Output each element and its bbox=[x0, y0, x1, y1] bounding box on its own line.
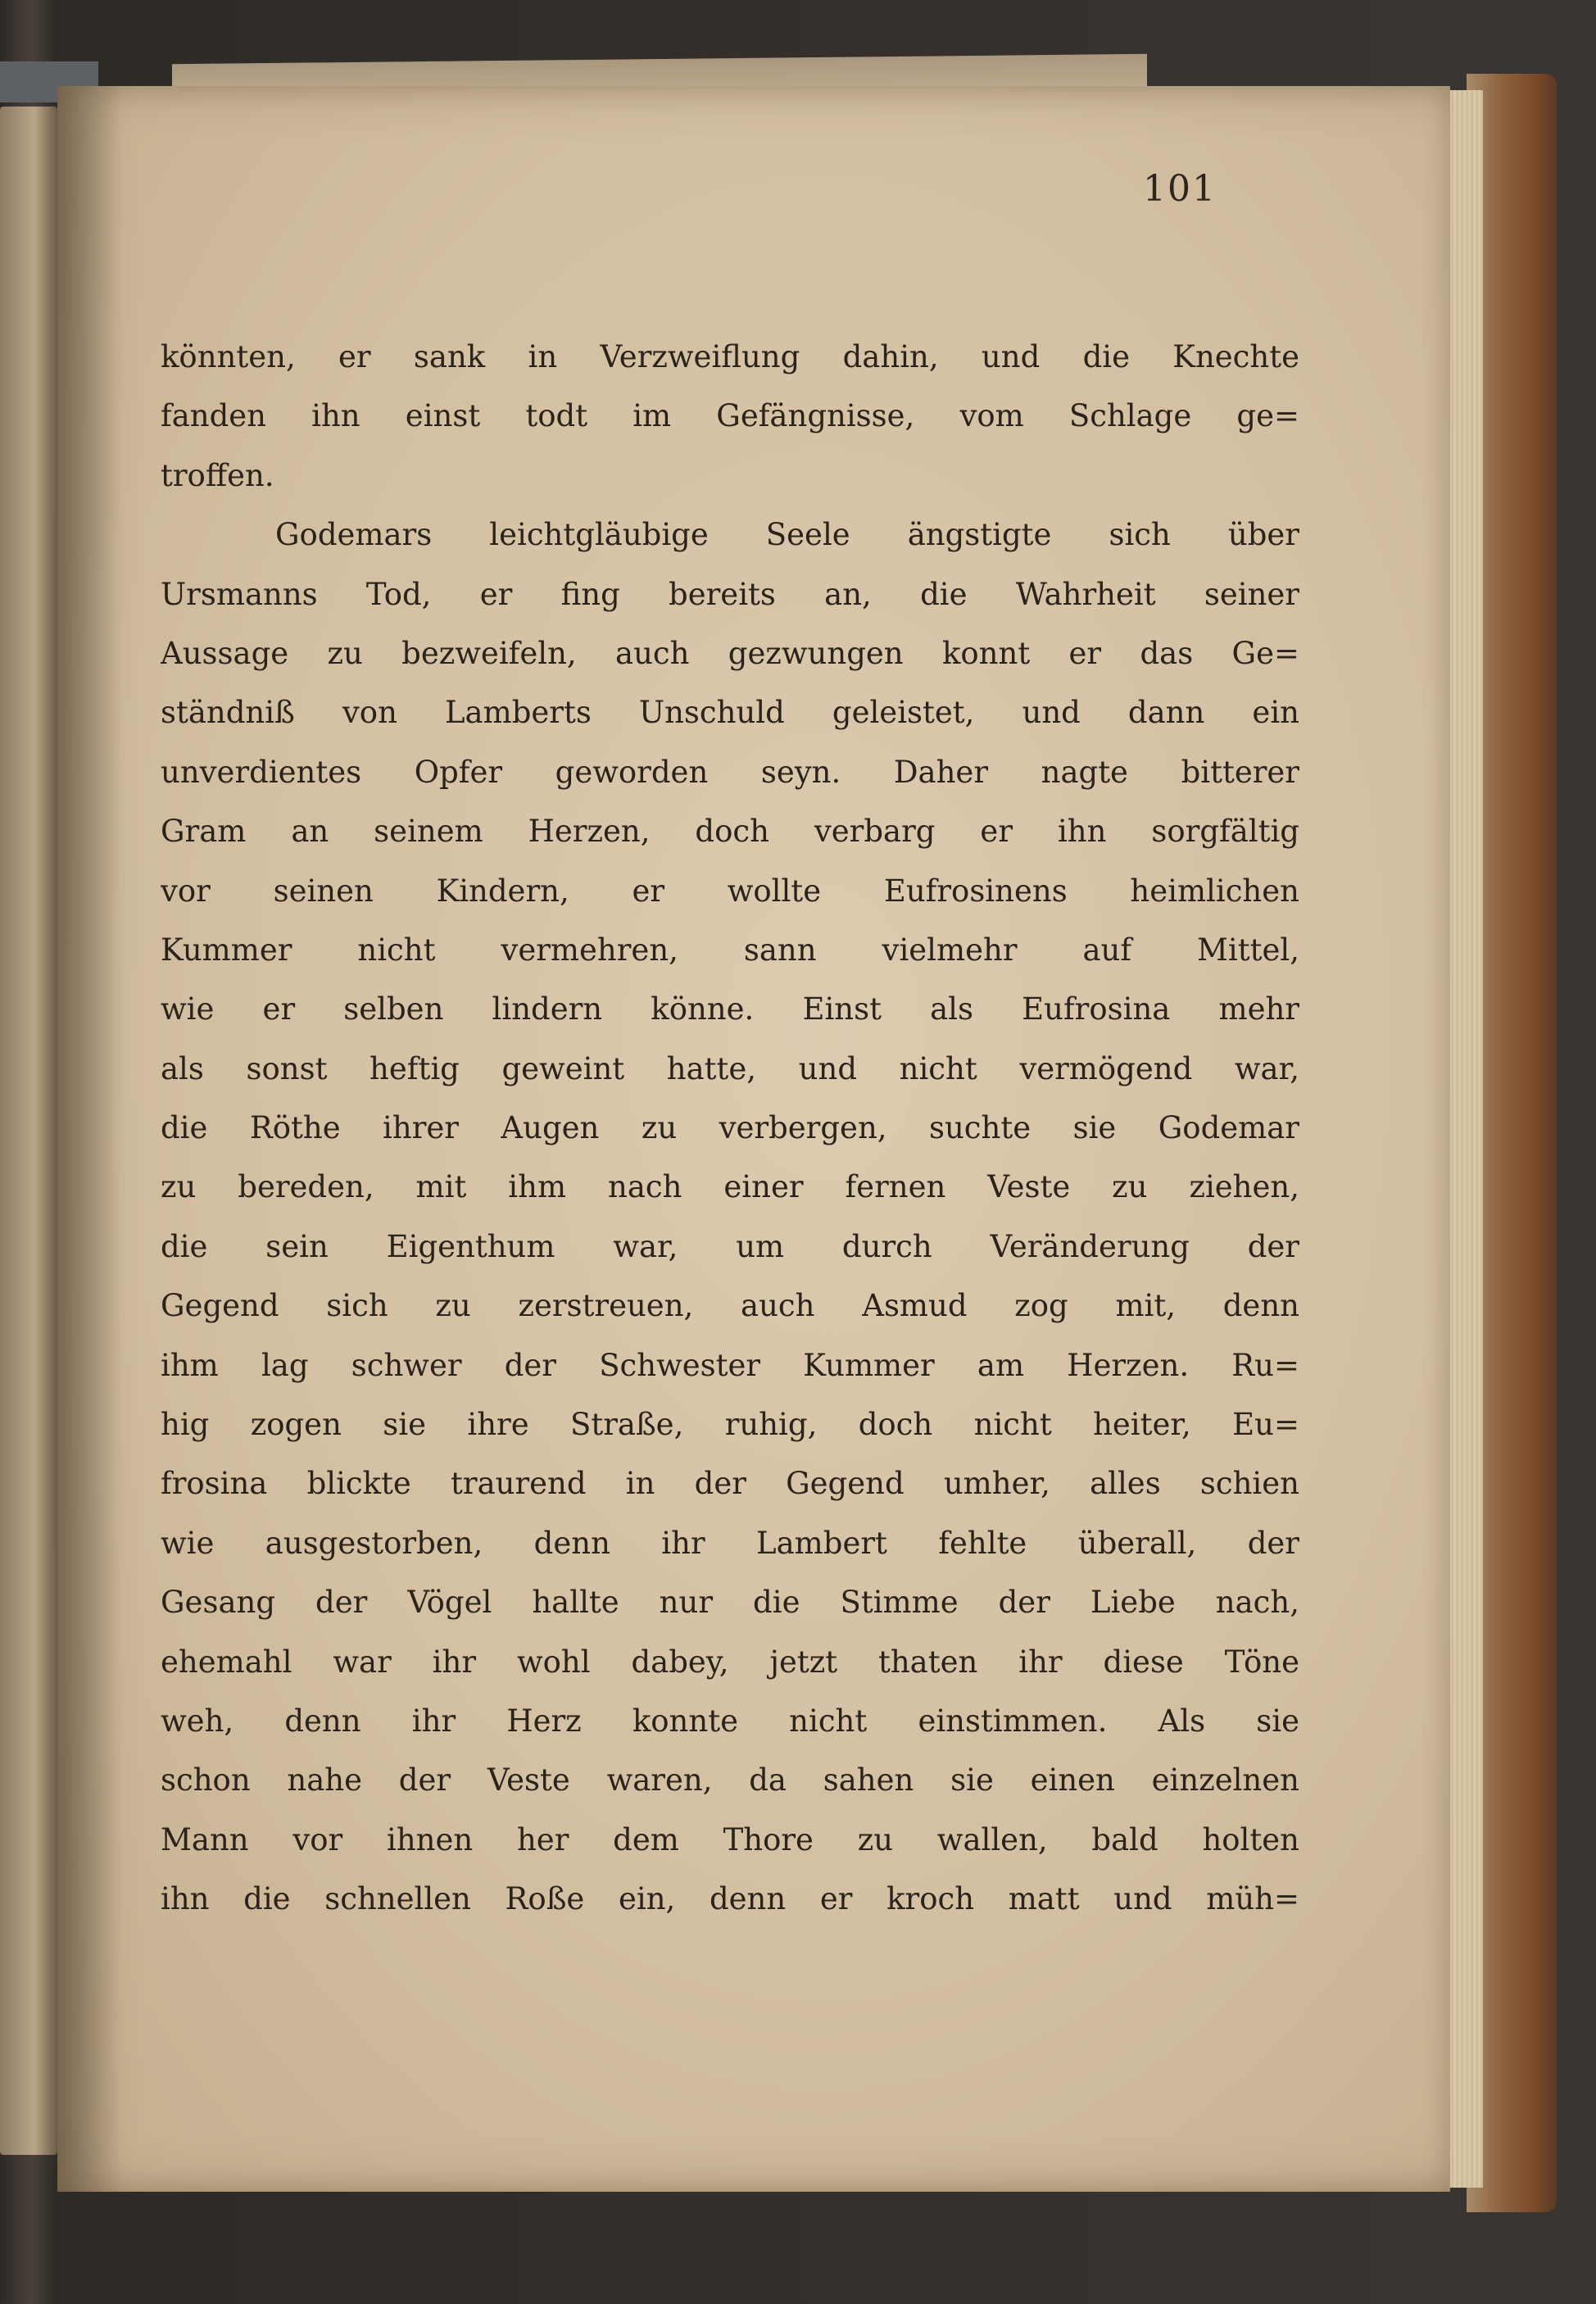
page-number: 101 bbox=[1143, 168, 1217, 210]
text-line: ihn die schnellen Roße ein, denn er kroch matt und müh= bbox=[161, 1881, 1299, 1917]
text-line: troffen. bbox=[161, 457, 274, 493]
text-line: Ursmanns Tod, er fing bereits an, die Wahrheit seiner bbox=[161, 576, 1299, 612]
text-line: Gram an seinem Herzen, doch verbarg er ihn sorgfältig bbox=[161, 814, 1299, 850]
text-line: ehemahl war ihr wohl dabey, jetzt thaten ihr diese Töne bbox=[161, 1644, 1299, 1680]
page-text bbox=[161, 328, 1299, 1930]
text-line: die sein Eigenthum war, um durch Veränderung der bbox=[161, 1228, 1299, 1264]
text-line: Mann vor ihnen her dem Thore zu wallen, bald holten bbox=[161, 1821, 1299, 1857]
text-line: weh, denn ihr Herz konnte nicht einstimmen. Als sie bbox=[161, 1703, 1299, 1739]
text-line: Gesang der Vögel hallte nur die Stimme der Liebe nach, bbox=[161, 1585, 1299, 1621]
text-line: hig zogen sie ihre Straße, ruhig, doch nicht heiter, Eu= bbox=[161, 1407, 1299, 1443]
text-line: vor seinen Kindern, er wollte Eufrosinens heimlichen bbox=[161, 873, 1299, 909]
text-line: Kummer nicht vermehren, sann vielmehr auf Mittel, bbox=[161, 932, 1299, 968]
text-line: wie er selben lindern könne. Einst als Eufrosina mehr bbox=[161, 991, 1299, 1027]
text-line: die Röthe ihrer Augen zu verbergen, suchte sie Godemar bbox=[161, 1110, 1299, 1146]
text-line: wie ausgestorben, denn ihr Lambert fehlte überall, der bbox=[161, 1525, 1299, 1561]
text-line: schon nahe der Veste waren, da sahen sie einen einzelnen bbox=[161, 1762, 1299, 1798]
text-line: zu bereden, mit ihm nach einer fernen Veste zu ziehen, bbox=[161, 1169, 1299, 1205]
gutter-shadow bbox=[57, 86, 123, 2192]
text-line: frosina blickte traurend in der Gegend umher, alles schien bbox=[161, 1466, 1299, 1502]
text-line: fanden ihn einst todt im Gefängnisse, vom Schlage ge= bbox=[161, 398, 1299, 434]
text-line: Gegend sich zu zerstreuen, auch Asmud zog mit, denn bbox=[161, 1288, 1299, 1324]
text-line: unverdientes Opfer geworden seyn. Daher nagte bitterer bbox=[161, 754, 1299, 790]
text-line: ihm lag schwer der Schwester Kummer am Herzen. Ru= bbox=[161, 1347, 1299, 1383]
text-line: Aussage zu bezweifeln, auch gezwungen konnt er das Ge= bbox=[161, 635, 1299, 671]
text-line: als sonst heftig geweint hatte, und nicht vermögend war, bbox=[161, 1050, 1299, 1086]
text-line: könnten, er sank in Verzweiflung dahin, und die Knechte bbox=[161, 339, 1299, 374]
text-line: Godemars leichtgläubige Seele ängstigte sich über bbox=[275, 517, 1299, 553]
left-page-edge bbox=[0, 107, 57, 2155]
text-line: ständniß von Lamberts Unschuld geleistet, und dann ein bbox=[161, 695, 1299, 731]
